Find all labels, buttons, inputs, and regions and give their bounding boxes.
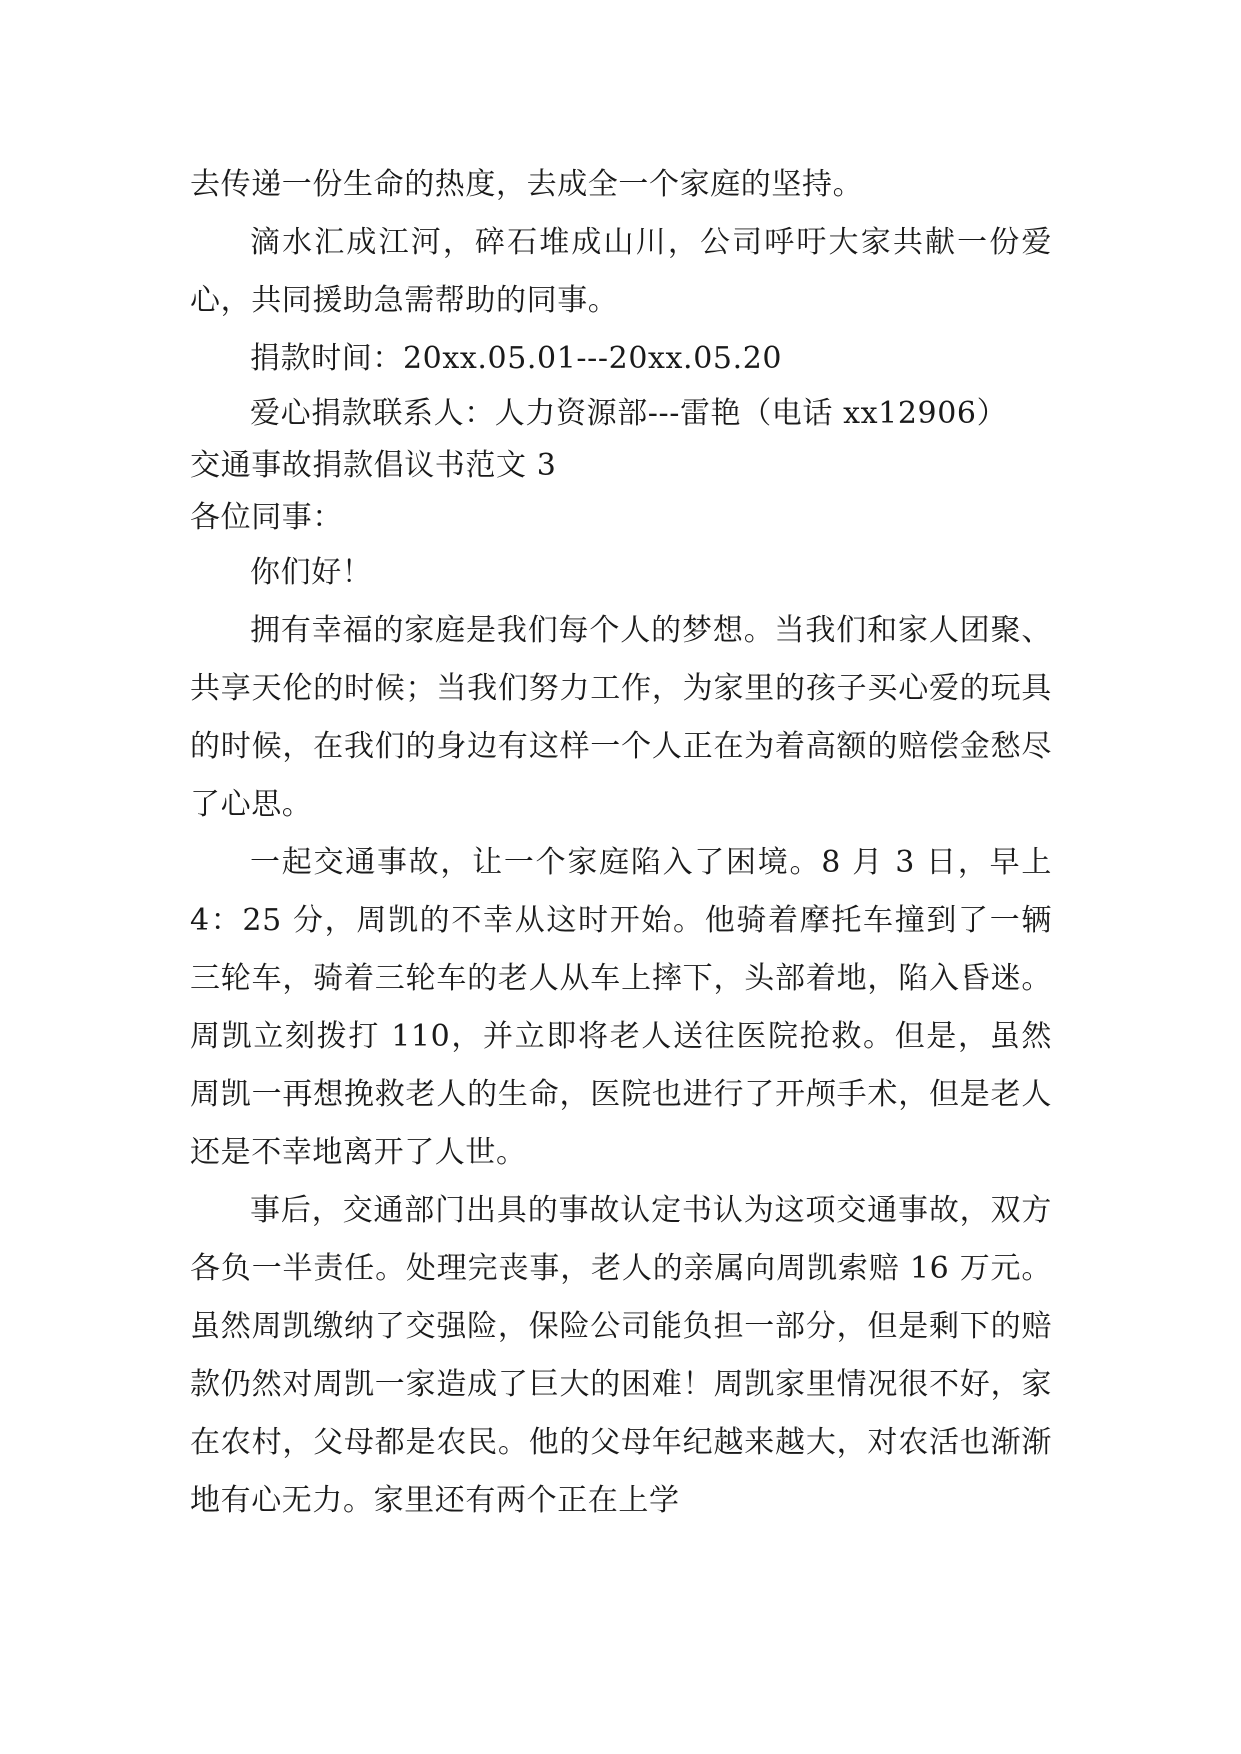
paragraph-accident: 一起交通事故，让一个家庭陷入了困境。8 月 3 日，早上 4：25 分，周凯的不幸从这时开始。他骑着摩托车撞到了一辆三轮车，骑着三轮车的老人从车上摔下，头部着地，陷入昏迷。周凯立刻拨打 110，并立即将老人送往医院抢救。但是，虽然周凯一再想挽救老人的生命，医院也进行了开颅手术，但是老人还是不幸地离开了人世。	[190, 845, 1052, 1170]
paragraph-family-dream: 拥有幸福的家庭是我们每个人的梦想。当我们和家人团聚、共享天伦的时候；当我们努力工作，为家里的孩子买心爱的玩具的时候，在我们的身边有这样一个人正在为着高额的赔偿金愁尽了心思。	[190, 613, 1052, 822]
section-title: 交通事故捐款倡议书范文 3	[190, 448, 557, 483]
paragraph-donation-period: 捐款时间：20xx.05.01---20xx.05.20	[250, 341, 783, 376]
document-body	[190, 156, 1052, 1530]
salutation: 各位同事：	[190, 500, 343, 535]
paragraph-contact: 爱心捐款联系人：人力资源部---雷艳（电话 xx12906）	[250, 396, 1008, 431]
paragraph-closing-line: 去传递一份生命的热度，去成全一个家庭的坚持。	[190, 167, 864, 202]
paragraph-appeal: 滴水汇成江河，碎石堆成山川，公司呼吁大家共献一份爱心，共同援助急需帮助的同事。	[190, 225, 1052, 318]
greeting: 你们好！	[250, 555, 373, 590]
paragraph-aftermath: 事后，交通部门出具的事故认定书认为这项交通事故，双方各负一半责任。处理完丧事，老人的亲属向周凯索赔 16 万元。虽然周凯缴纳了交强险，保险公司能负担一部分，但是剩下的赔款仍然对周凯一家造成了巨大的困难！周凯家里情况很不好，家在农村，父母都是农民。他的父母年纪越来越大，对农活也渐渐地有心无力。家里还有两个正在上学	[190, 1193, 1052, 1518]
